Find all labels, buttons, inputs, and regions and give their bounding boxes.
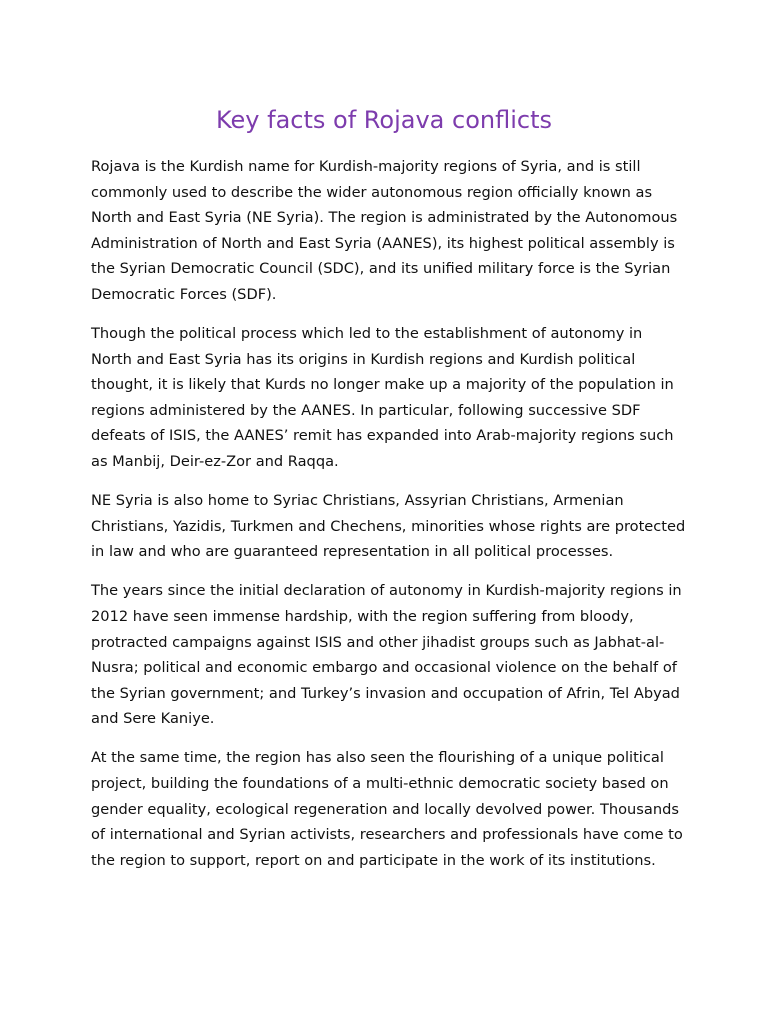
page-title: Key facts of Rojava conflicts <box>216 106 552 134</box>
paragraph-1: Rojava is the Kurdish name for Kurdish-majority regions of Syria, and is still commonly used to describe the wider autonomous region officially known as North and East Syria (NE Syria). The region is administrated by the Autonomous Administration of North and East Syria (AANES), its highest political assembly is the Syrian Democratic Council (SDC), and its unified military force is the Syrian Democratic Forces (SDF). <box>91 158 678 303</box>
paragraph-2: Though the political process which led to the establishment of autonomy in North and East Syria has its origins in Kurdish regions and Kurdish political thought, it is likely that Kurds no longer make up a majority of the population in regions administered by the AANES. In particular, following successive SDF defeats of ISIS, the AANES’ remit has expanded into Arab-majority regions such as Manbij, Deir-ez-Zor and Raqqa. <box>91 325 674 471</box>
document-body <box>91 154 687 887</box>
paragraph-5: At the same time, the region has also seen the flourishing of a unique political project, building the foundations of a multi-ethnic democratic society based on gender equality, ecological regeneration and locally devolved power. Thousands of international and Syrian activists, researchers and professionals have come to the region to support, report on and participate in the work of its institutions. <box>91 749 683 869</box>
paragraph-4: The years since the initial declaration of autonomy in Kurdish-majority regions in 2012 have seen immense hardship, with the region suffering from bloody, protracted campaigns against ISIS and other jihadist groups such as Jabhat-al-Nusra; political and economic embargo and occasional violence on the behalf of the Syrian government; and Turkey’s invasion and occupation of Afrin, Tel Abyad and Sere Kaniye. <box>91 582 682 728</box>
paragraph-3: NE Syria is also home to Syriac Christians, Assyrian Christians, Armenian Christians, Yazidis, Turkmen and Chechens, minorities whose rights are protected in law and who are guaranteed representation in all political processes. <box>91 492 686 561</box>
